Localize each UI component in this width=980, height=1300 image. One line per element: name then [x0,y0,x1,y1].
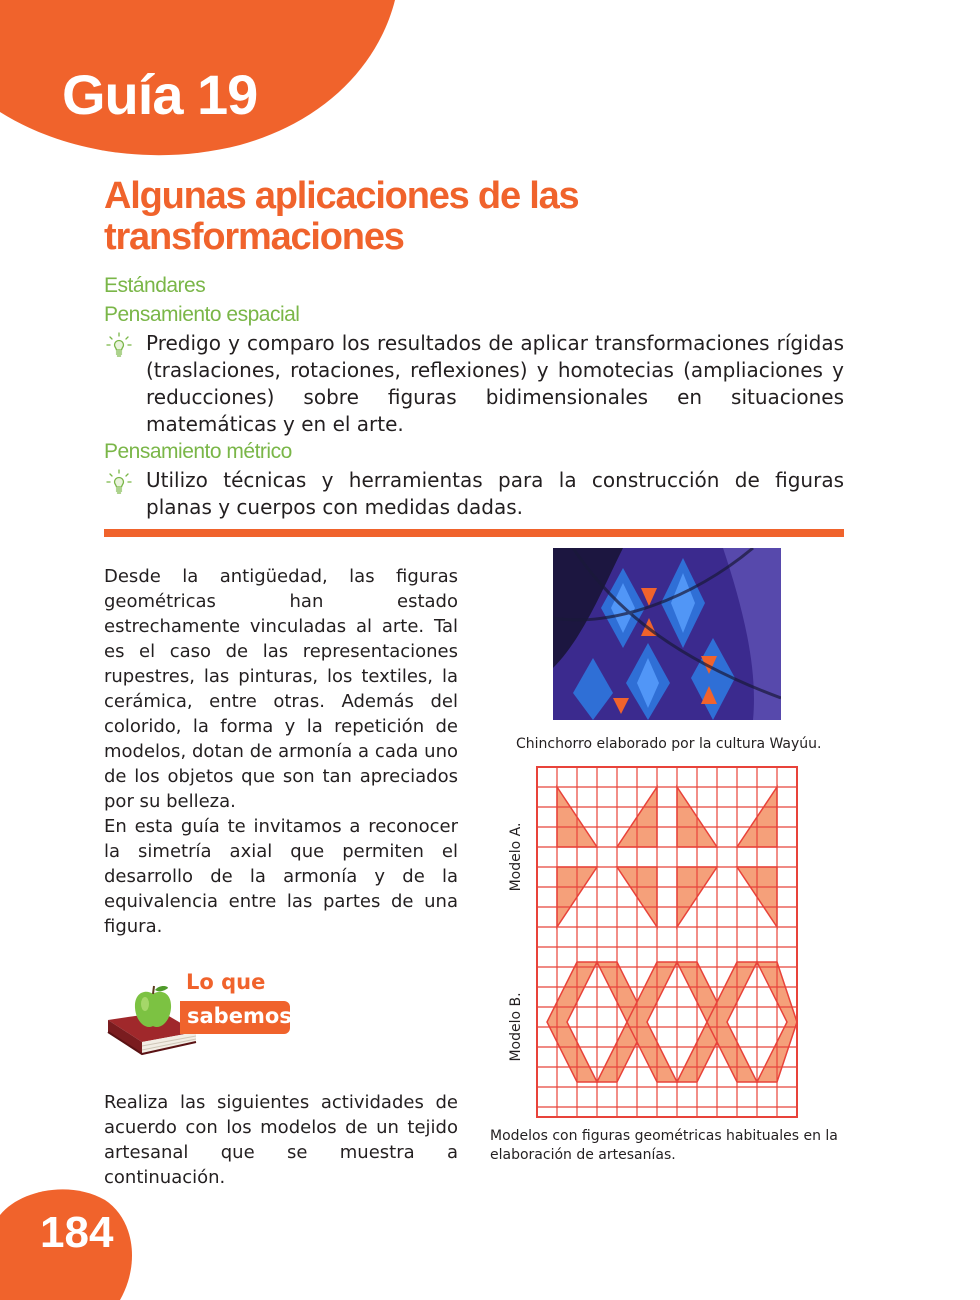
intro-paragraph: Desde la antigüedad, las figuras geométricas han estado estrechamente vinculadas al arte. Tal es el caso de las representaciones rupestres, las pinturas, los textiles, la cerámica, entre otras. Además del colorido, la forma y la repetición de modelos, dotan de armonía a cada uno de los objetos que son tan apreciados por su belleza. [104,566,458,812]
activity-instructions: Realiza las siguientes actividades de acuerdo con los modelos de un tejido artesanal que se muestra a continuación. [104,1092,458,1188]
invitation-paragraph: En esta guía te invitamos a reconocer la simetría axial que permiten el desarrollo de la armonía y de la equivalencia entre las partes de una figura. [104,816,458,937]
page-title [104,176,664,258]
standard-text-metric: Utilizo técnicas y herramientas para la construcción de figuras planas y cuerpos con medidas dadas. [146,468,844,519]
standard-item-metric [104,467,844,521]
page-number: 184 [40,1208,114,1257]
badge-title-line-2: sabemos [187,1004,292,1028]
page-title-line-2: transformaciones [104,216,404,258]
lightbulb-icon [104,330,134,360]
standard-text-spatial: Predigo y comparo los resultados de aplicar transformaciones rígidas (traslaciones, rotaciones, reflexiones) y homotecias (ampliaciones y reducciones) sobre figuras bidimensionales en situaciones matemáticas y en el arte. [146,331,844,436]
standard-group-heading-spatial: Pensamiento espacial [104,303,300,326]
photo-caption: Chinchorro elaborado por la cultura Wayúu. [516,736,822,752]
section-divider [104,529,844,537]
model-a-label: Modelo A. [508,822,524,892]
page-title-line-1: Algunas aplicaciones de las [104,175,579,217]
chinchorro-photo [553,548,781,720]
woven-pattern-models-figure [500,762,810,1122]
grid-caption: Modelos con figuras geométricas habituales en la elaboración de artesanías. [490,1128,838,1163]
model-b-label: Modelo B. [508,992,524,1062]
badge-title-line-1: Lo que [186,970,266,994]
model-a-shapes [557,787,777,927]
standards-heading: Estándares [104,274,206,297]
guide-number-title: Guía 19 [62,63,258,126]
model-b-shapes [547,962,797,1082]
apple-icon [130,984,176,1032]
standard-item-spatial [104,330,844,438]
standard-group-heading-metric: Pensamiento métrico [104,440,292,463]
lightbulb-icon [104,467,134,497]
